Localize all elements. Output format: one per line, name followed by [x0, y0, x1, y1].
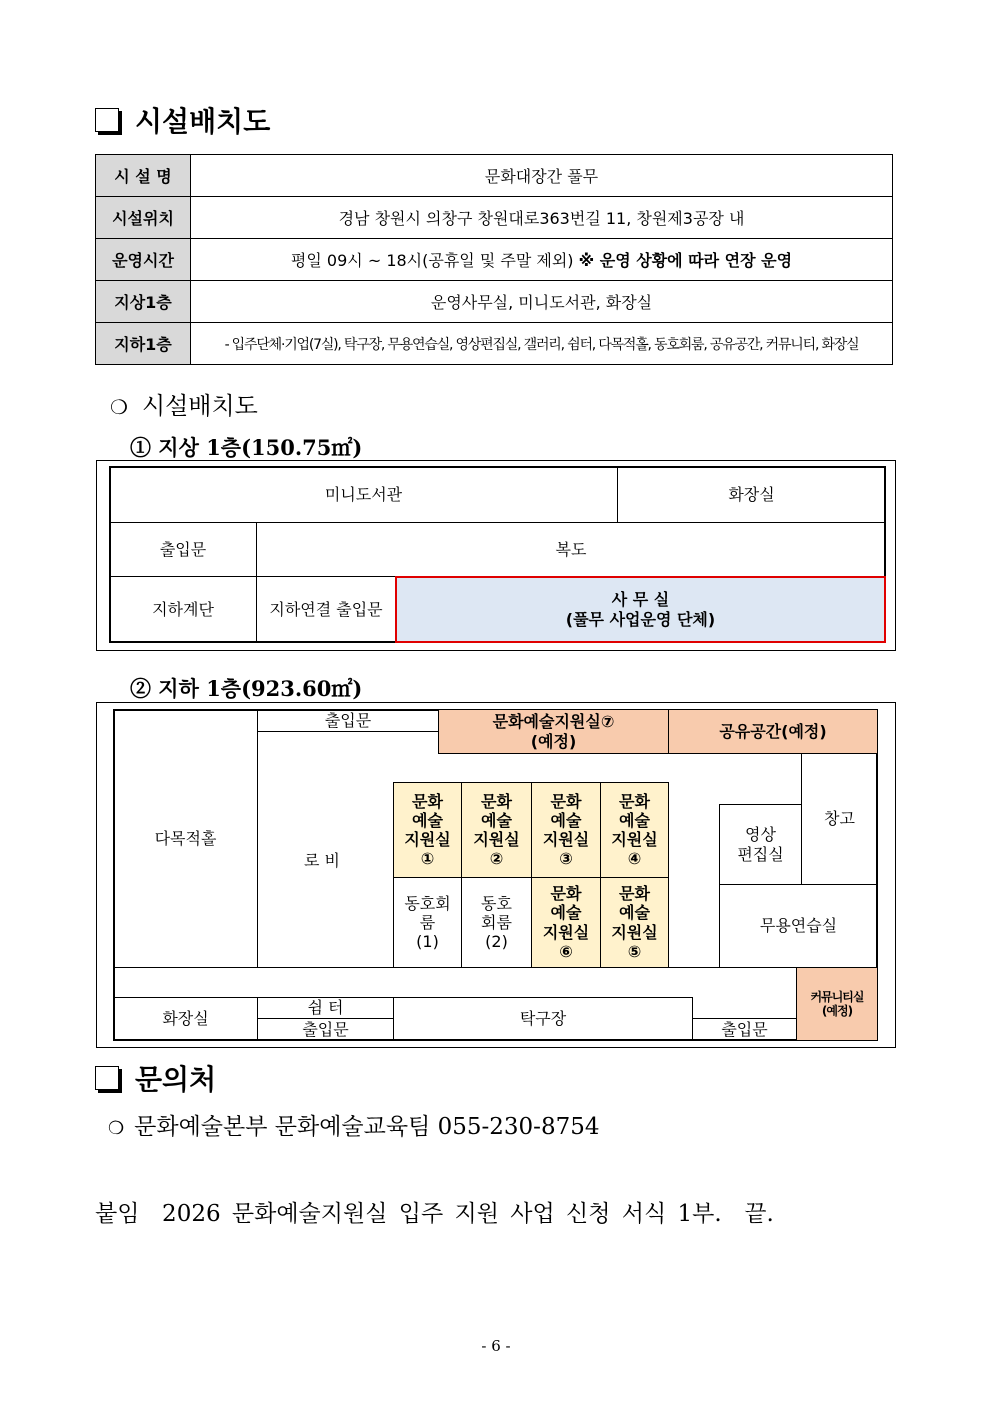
row-value: 운영사무실, 미니도서관, 화장실	[191, 281, 893, 323]
room-bottom-entrance-2: 출입문	[692, 1018, 797, 1041]
room-dance-practice: 무용연습실	[719, 884, 878, 968]
room-lobby: 로 비	[304, 851, 340, 870]
contact-text: 문화예술본부 문화예술교육팀 055-230-8754	[134, 1114, 600, 1140]
room-top-entrance: 출입문	[257, 709, 439, 732]
layout-heading	[110, 386, 258, 421]
section-title-contact	[95, 1058, 216, 1098]
table-row	[96, 323, 893, 365]
row-label: 지하1층	[96, 323, 191, 365]
room-support-4: 문화 예술 지원실 ④	[600, 782, 669, 878]
hours-note: ※ 운영 상황에 따라 연장 운영	[578, 251, 793, 270]
table-row	[96, 155, 893, 197]
hours-text: 평일 09시 ~ 18시(공휴일 및 주말 제외)	[290, 251, 574, 270]
facility-info-table	[95, 154, 893, 365]
layout-heading-text: 시설배치도	[141, 392, 258, 420]
community-label-1: 커뮤니티실	[810, 989, 864, 1004]
table-row	[96, 197, 893, 239]
row-label: 지상1층	[96, 281, 191, 323]
section-title-text: 문의처	[135, 1063, 217, 1096]
row-value: 경남 창원시 의창구 창원대로363번길 11, 창원제3공장 내	[191, 197, 893, 239]
row-value: 문화대장간 풀무	[191, 155, 893, 197]
support7-label-1: 문화예술지원실⑦	[492, 712, 615, 732]
room-support-1: 문화 예술 지원실 ①	[393, 782, 462, 878]
attachment-line: 붙임 2026 문화예술지원실 입주 지원 사업 신청 서식 1부. 끝.	[95, 1201, 774, 1227]
room-club-2: 동호 회룸 (2)	[461, 877, 532, 968]
room-stairs: 지하계단	[109, 576, 257, 643]
office-label-2: (풀무 사업운영 단체)	[565, 609, 716, 629]
section-title-text: 시설배치도	[135, 105, 271, 138]
page-number: - 6 -	[481, 1337, 511, 1355]
room-community	[796, 967, 878, 1041]
room-video-editing: 영상 편집실	[719, 804, 802, 885]
community-label-2: (예정)	[821, 1004, 853, 1018]
room-restroom-b1: 화장실	[113, 997, 258, 1041]
room-support-2: 문화 예술 지원실 ②	[461, 782, 532, 878]
room-mini-library: 미니도서관	[109, 466, 618, 523]
row-value	[191, 239, 893, 281]
room-support-7	[438, 709, 669, 754]
floor1-heading: ① 지상 1층(150.75㎡)	[130, 435, 363, 460]
room-shared-space: 공유공간(예정)	[668, 709, 878, 754]
room-support-3: 문화 예술 지원실 ③	[531, 782, 601, 878]
room-link-entrance: 지하연결 출입문	[256, 576, 396, 643]
room-support-6: 문화 예술 지원실 ⑥	[531, 877, 601, 968]
room-restroom: 화장실	[617, 466, 886, 523]
room-storage: 창고	[801, 753, 878, 885]
table-row	[96, 239, 893, 281]
room-club-1: 동호회 룸 (1)	[393, 877, 462, 968]
office-label-1: 사 무 실	[611, 590, 670, 610]
floorB1-heading: ② 지하 1층(923.60㎡)	[130, 676, 363, 701]
room-corridor: 복도	[256, 522, 886, 577]
circle-bullet-icon: ❍	[110, 395, 128, 419]
row-label: 시 설 명	[96, 155, 191, 197]
room-support-5: 문화 예술 지원실 ⑤	[600, 877, 669, 968]
bottom-divider	[113, 967, 797, 998]
room-table-tennis: 탁구장	[393, 997, 693, 1041]
room-office	[395, 576, 886, 643]
contact-line	[108, 1108, 599, 1141]
row-label: 시설위치	[96, 197, 191, 239]
room-multipurpose-hall: 다목적홀	[113, 709, 258, 968]
support7-label-2: (예정)	[530, 731, 577, 751]
room-bottom-entrance-1: 출입문	[257, 1018, 394, 1041]
table-row	[96, 281, 893, 323]
checkbox-square-icon	[95, 1066, 119, 1090]
row-label: 운영시간	[96, 239, 191, 281]
room-rest-area: 쉼 터	[257, 997, 394, 1019]
room-entrance: 출입문	[109, 522, 257, 577]
section-title-layout	[95, 100, 270, 140]
row-value: - 입주단체·기업(7실), 탁구장, 무용연습실, 영상편집실, 갤러리, 쉼터, 다목적홀, 동호회룸, 공유공간, 커뮤니티, 화장실	[191, 323, 893, 365]
bullet-icon: ❍	[108, 1118, 125, 1139]
checkbox-square-icon	[95, 108, 119, 132]
